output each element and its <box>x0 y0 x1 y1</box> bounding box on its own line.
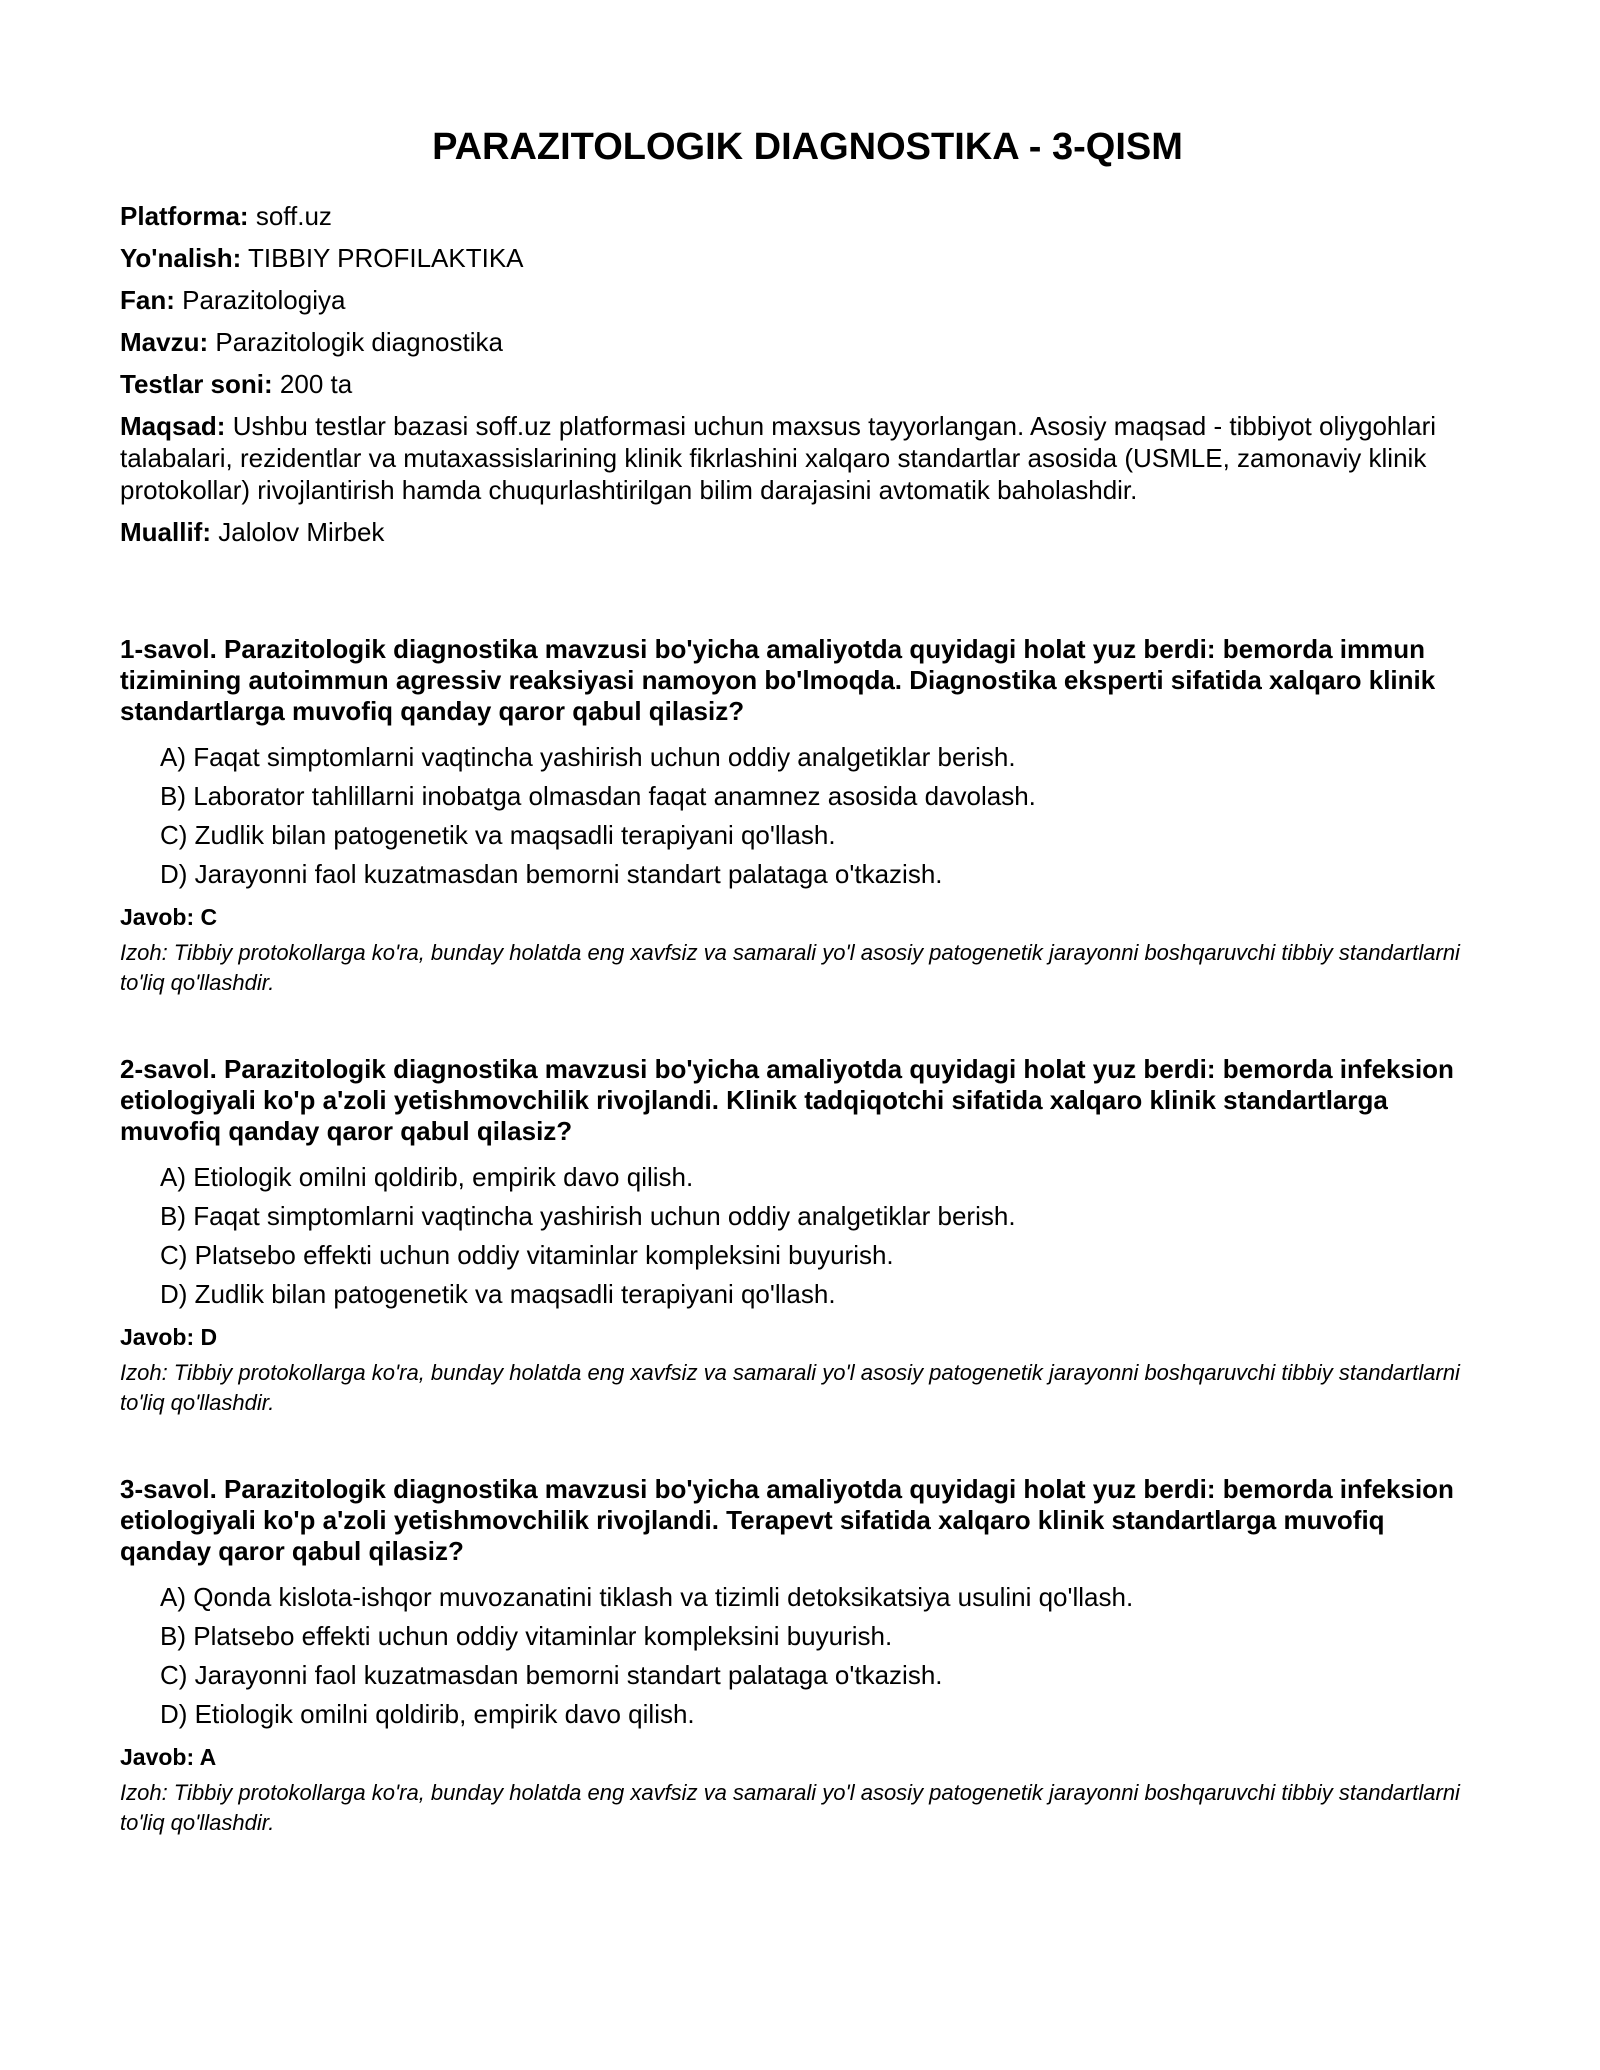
document-title: PARAZITOLOGIK DIAGNOSTIKA - 3-QISM <box>432 126 1183 168</box>
meta-label: Mavzu: <box>120 327 209 357</box>
option-b: B) Laborator tahlillarni inobatga olmasdan faqat anamnez asosida davolash. <box>160 781 1036 811</box>
meta-label: Fan: <box>120 285 175 315</box>
meta-label: Platforma: <box>120 201 249 231</box>
explanation: Izoh: Tibbiy protokollarga ko'ra, bunday holatda eng xavfsiz va samarali yo'l asosiy patogenetik jarayonni boshqaruvchi tibbiy standartlarni to'liq qo'llashdir. <box>120 940 1460 995</box>
meta-value: TIBBIY PROFILAKTIKA <box>248 243 524 273</box>
question-text: 3-savol. Parazitologik diagnostika mavzusi bo'yicha amaliyotda quyidagi holat yuz berdi: bemorda infeksion etiologiyali ko'p a'zoli yetishmovchilik rivojlandi. Terapevt sifatida xalqaro klinik standartlarga muvofiq qanday qaror qabul qilasiz? <box>120 1474 1454 1566</box>
option-list <box>120 741 1480 890</box>
answer: Javob: C <box>120 904 218 930</box>
option-b: B) Faqat simptomlarni vaqtincha yashirish uchun oddiy analgetiklar berish. <box>160 1201 1016 1231</box>
meta-value: 200 ta <box>279 369 353 399</box>
meta-value: Parazitologik diagnostika <box>215 327 503 357</box>
question-1 <box>120 634 1480 998</box>
option-a: A) Faqat simptomlarni vaqtincha yashirish uchun oddiy analgetiklar berish. <box>160 742 1016 772</box>
explanation: Izoh: Tibbiy protokollarga ko'ra, bunday holatda eng xavfsiz va samarali yo'l asosiy patogenetik jarayonni boshqaruvchi tibbiy standartlarni to'liq qo'llashdir. <box>120 1780 1460 1835</box>
option-d: D) Jarayonni faol kuzatmasdan bemorni standart palataga o'tkazish. <box>160 859 943 889</box>
option-a: A) Etiologik omilni qoldirib, empirik davo qilish. <box>160 1162 694 1192</box>
meta-direction <box>120 242 1480 274</box>
question-3 <box>120 1474 1480 1838</box>
meta-value: Ushbu testlar bazasi soff.uz platformasi uchun maxsus tayyorlangan. Asosiy maqsad - tibbiyot oliygohlari talabalari, rezidentlar va mutaxassislarining klinik fikrlashini xalqaro standartlar asosida (USMLE, zamonaviy klinik protokollar) rivojlantirish hamda chuqurlashtirilgan bilim darajasini avtomatik baholashdir. <box>120 411 1437 505</box>
question-text: 2-savol. Parazitologik diagnostika mavzusi bo'yicha amaliyotda quyidagi holat yuz berdi: bemorda infeksion etiologiyali ko'p a'zoli yetishmovchilik rivojlandi. Klinik tadqiqotchi sifatida xalqaro klinik standartlarga muvofiq qanday qaror qabul qilasiz? <box>120 1054 1454 1146</box>
option-list <box>120 1581 1480 1730</box>
meta-goal <box>120 410 1480 506</box>
meta-value: Jalolov Mirbek <box>218 517 385 547</box>
option-list <box>120 1161 1480 1310</box>
answer: Javob: A <box>120 1744 217 1770</box>
option-b: B) Platsebo effekti uchun oddiy vitaminlar kompleksini buyurish. <box>160 1621 893 1651</box>
meta-test-count <box>120 368 1480 400</box>
option-c: C) Zudlik bilan patogenetik va maqsadli terapiyani qo'llash. <box>160 820 836 850</box>
question-text: 1-savol. Parazitologik diagnostika mavzusi bo'yicha amaliyotda quyidagi holat yuz berdi: bemorda immun tizimining autoimmun agressiv reaksiyasi namoyon bo'lmoqda. Diagnostika eksperti sifatida xalqaro klinik standartlarga muvofiq qanday qaror qabul qilasiz? <box>120 634 1436 726</box>
option-c: C) Jarayonni faol kuzatmasdan bemorni standart palataga o'tkazish. <box>160 1660 943 1690</box>
answer: Javob: D <box>120 1324 218 1350</box>
option-d: D) Zudlik bilan patogenetik va maqsadli terapiyani qo'llash. <box>160 1279 836 1309</box>
meta-label: Testlar soni: <box>120 369 273 399</box>
meta-value: Parazitologiya <box>182 285 346 315</box>
explanation: Izoh: Tibbiy protokollarga ko'ra, bunday holatda eng xavfsiz va samarali yo'l asosiy patogenetik jarayonni boshqaruvchi tibbiy standartlarni to'liq qo'llashdir. <box>120 1360 1460 1415</box>
document-page <box>120 0 1480 1894</box>
meta-topic <box>120 326 1480 358</box>
meta-author <box>120 516 1480 548</box>
meta-label: Maqsad: <box>120 411 226 441</box>
document-meta <box>120 200 1480 548</box>
meta-label: Muallif: <box>120 517 211 547</box>
question-2 <box>120 1054 1480 1418</box>
meta-value: soff.uz <box>255 201 332 231</box>
meta-subject <box>120 284 1480 316</box>
meta-platform <box>120 200 1480 232</box>
option-a: A) Qonda kislota-ishqor muvozanatini tiklash va tizimli detoksikatsiya usulini qo'llash. <box>160 1582 1134 1612</box>
meta-label: Yo'nalish: <box>120 243 242 273</box>
option-d: D) Etiologik omilni qoldirib, empirik davo qilish. <box>160 1699 695 1729</box>
option-c: C) Platsebo effekti uchun oddiy vitaminlar kompleksini buyurish. <box>160 1240 894 1270</box>
question-list <box>120 634 1480 1838</box>
